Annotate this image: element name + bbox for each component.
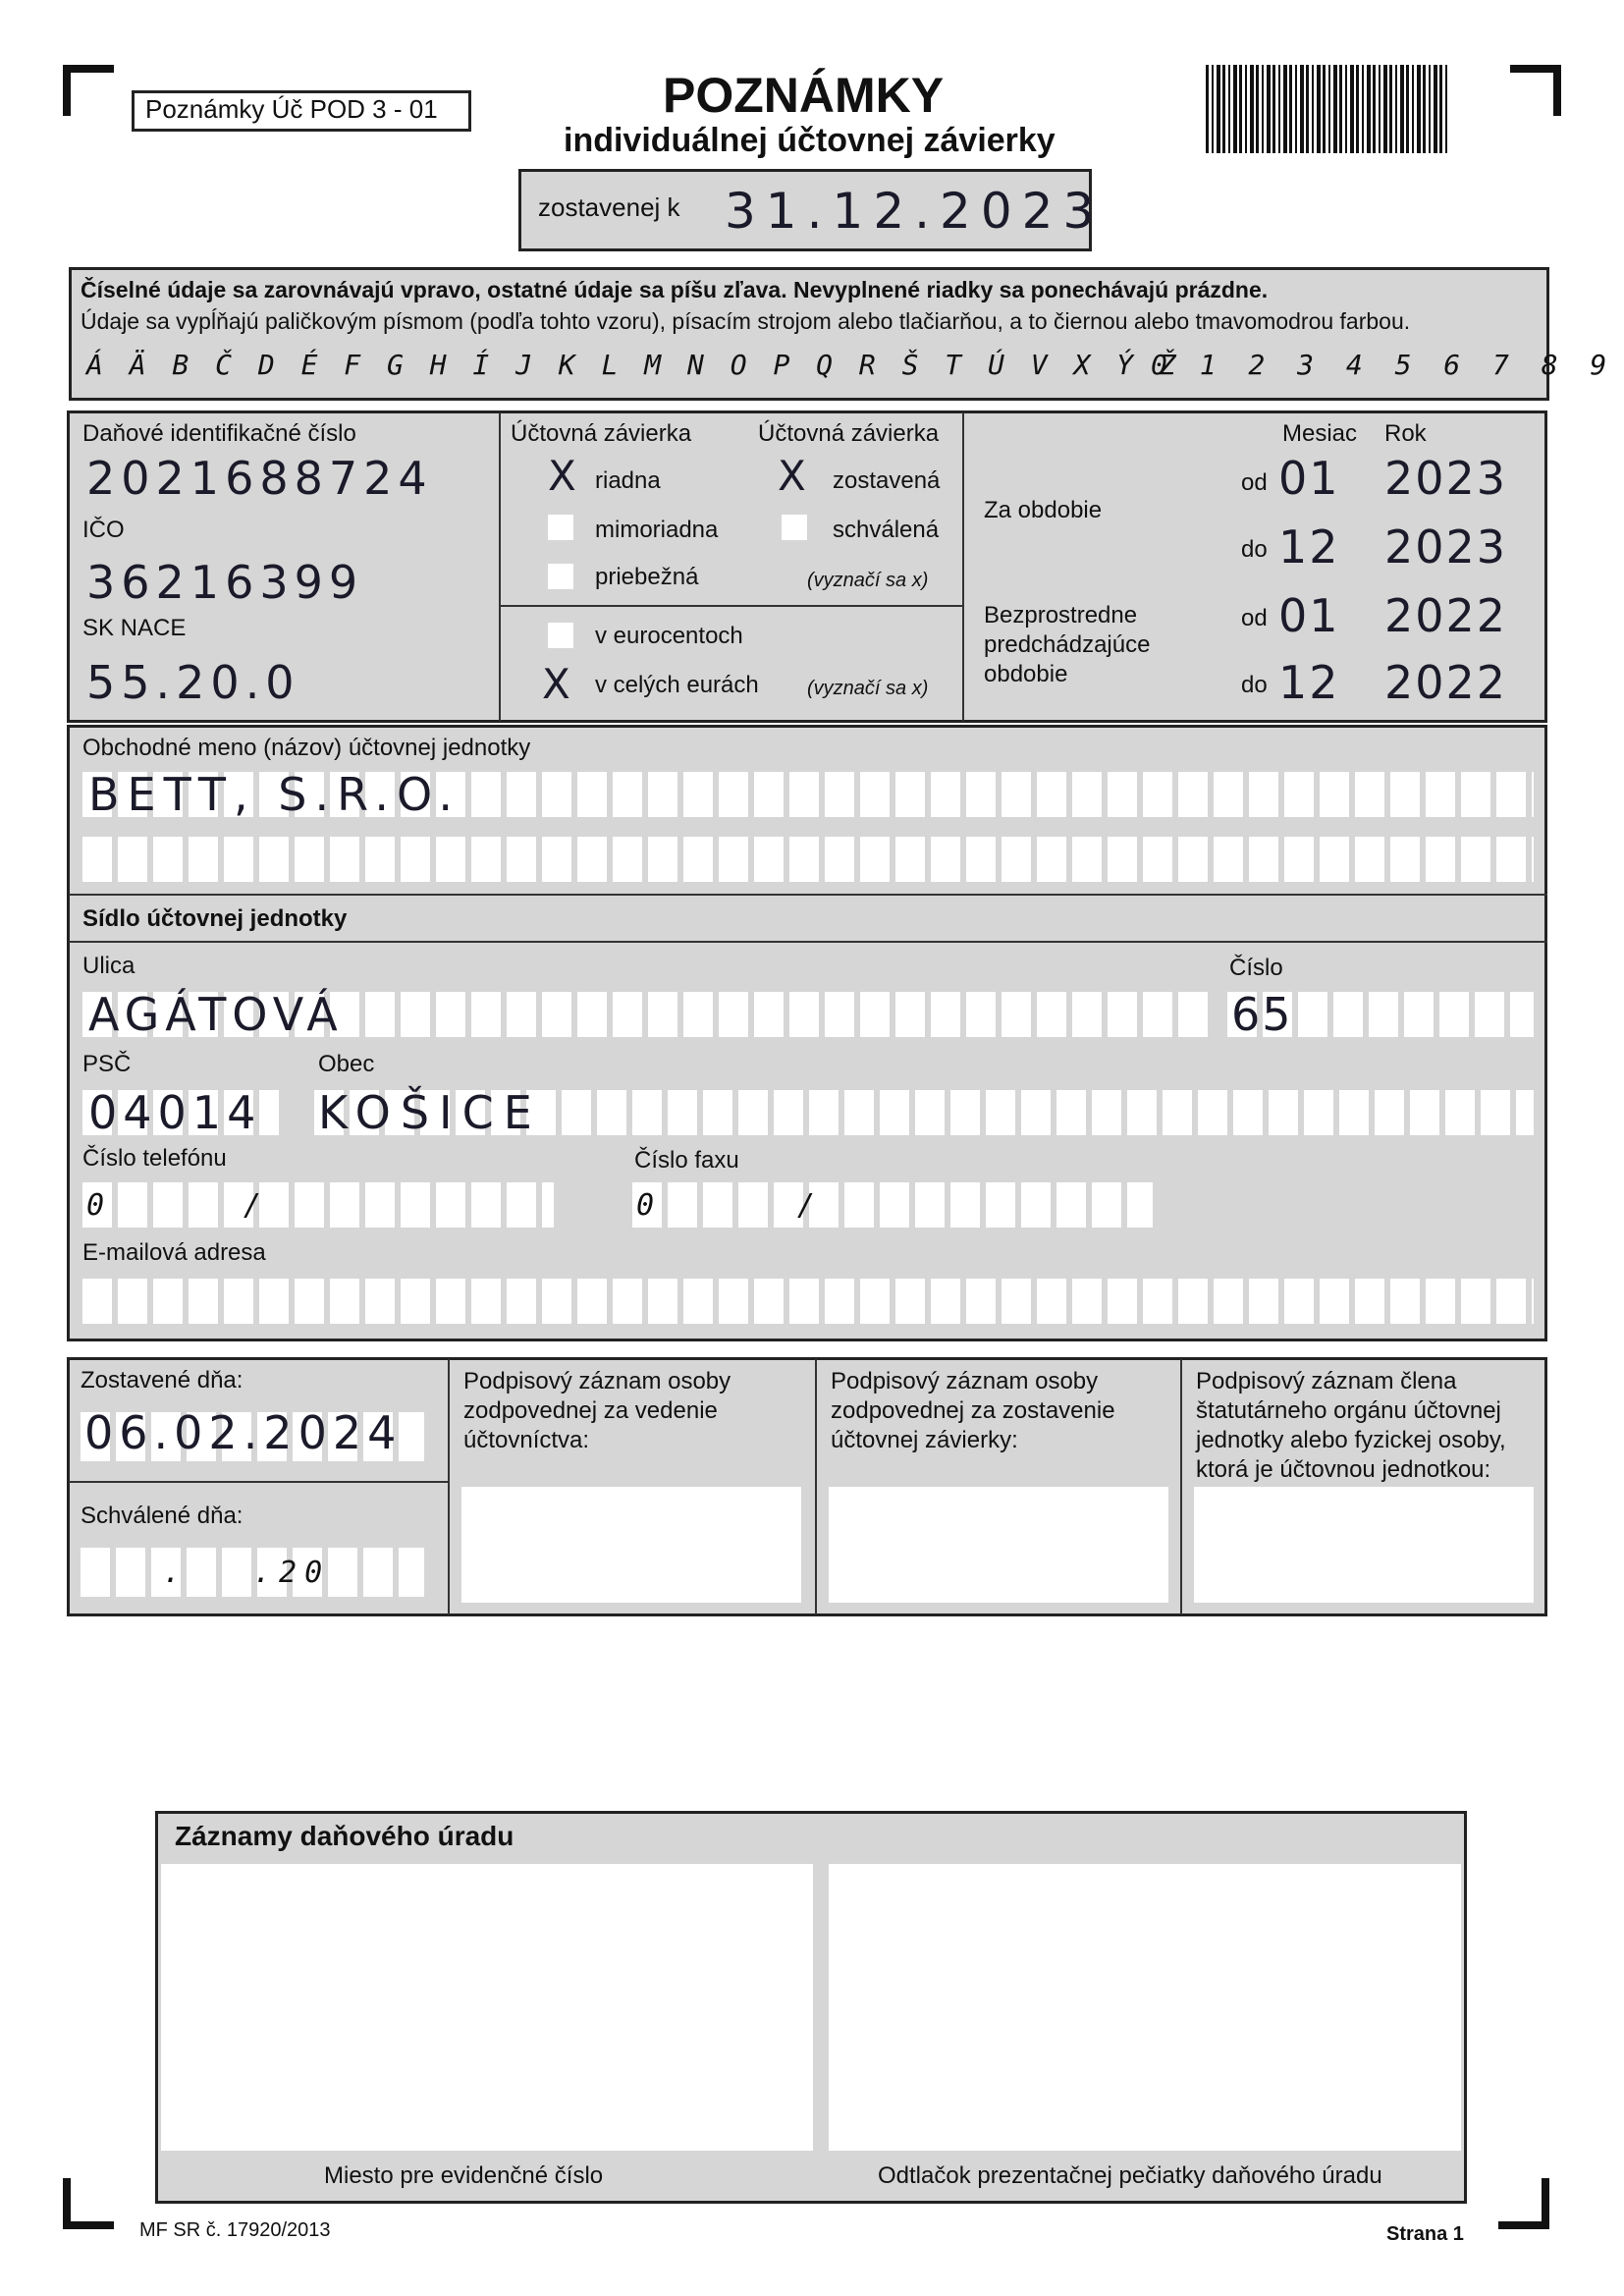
address-section-label: Sídlo účtovnej jednotky <box>82 905 348 932</box>
do-label: do <box>1241 536 1268 563</box>
number-value[interactable]: 65 <box>1231 988 1293 1041</box>
company-name-value[interactable]: BETT, S.R.O. <box>88 768 460 821</box>
nace-label: SK NACE <box>82 615 187 641</box>
fax-prefix: 0 <box>636 1188 655 1223</box>
form-code: Poznámky Úč POD 3 - 01 <box>145 94 438 124</box>
approved-on-label: Schválené dňa: <box>81 1503 244 1529</box>
fax-separator: / <box>797 1188 816 1223</box>
mimoriadna-label: mimoriadna <box>595 517 719 543</box>
company-name-label: Obchodné meno (názov) účtovnej jednotky <box>82 735 531 761</box>
od-label: od <box>1241 605 1268 631</box>
prev-to-month[interactable]: 12 <box>1278 656 1340 709</box>
compiled-label: zostavenej k <box>538 192 680 222</box>
statement-state-label: Účtovná závierka <box>758 420 940 447</box>
registration-number-caption: Miesto pre evidenčné číslo <box>324 2162 604 2189</box>
instructions-line2: Údaje sa vypĺňajú paličkovým písmom (podľa tohto vzoru), písacím strojom alebo tlačiarňou, a to čiernou alebo tmavomodrou farbou. <box>81 308 1411 334</box>
zostavena-label: zostavená <box>833 467 941 494</box>
sig2-label: Podpisový záznam osoby zodpovednej za zostavenie účtovnej závierky: <box>831 1368 1115 1453</box>
street-value[interactable]: AGÁTOVÁ <box>88 988 344 1041</box>
sig1-label: Podpisový záznam osoby zodpovednej za vedenie účtovníctva: <box>463 1368 731 1453</box>
sig2-area[interactable] <box>829 1487 1168 1603</box>
sig3-label: Podpisový záznam člena štatutárneho orgánu účtovnej jednotky alebo fyzickej osoby, ktorá je účtovnou jednotkou: <box>1196 1368 1506 1483</box>
priebezna-checkbox[interactable] <box>548 564 573 589</box>
registration-number-area <box>161 1864 813 2151</box>
corner-mark-tl <box>63 65 114 73</box>
corner-mark-bl <box>63 2221 114 2229</box>
compiled-on-value[interactable]: 06.02.2024 <box>84 1406 403 1459</box>
nace-value[interactable]: 55.20.0 <box>86 656 300 709</box>
psc-value[interactable]: 04014 <box>88 1086 262 1139</box>
statement-type-label: Účtovná závierka <box>511 420 692 447</box>
city-label: Obec <box>318 1051 375 1077</box>
mark-hint: (vyznačí sa x) <box>807 570 929 591</box>
divider <box>69 941 1547 943</box>
mark-hint: (vyznačí sa x) <box>807 678 929 699</box>
corner-mark-br <box>1498 2221 1549 2229</box>
priebezna-label: priebežná <box>595 564 699 590</box>
approved-on-dot: . <box>163 1556 182 1590</box>
zostavena-checkbox[interactable]: X <box>778 452 806 500</box>
od-label: od <box>1241 469 1268 496</box>
schvalena-label: schválená <box>833 517 940 543</box>
cur-to-month[interactable]: 12 <box>1278 520 1340 574</box>
do-label: do <box>1241 672 1268 698</box>
phone-input[interactable] <box>82 1182 554 1228</box>
email-label: E-mailová adresa <box>82 1239 266 1266</box>
number-label: Číslo <box>1229 955 1283 981</box>
divider <box>69 1481 448 1483</box>
cur-to-year[interactable]: 2023 <box>1384 520 1508 574</box>
sample-letters: Á Ä B Č D É F G H Í J K L M N O P Q R Š T Ú V X Ý Ž <box>86 349 1181 381</box>
form-subtitle: individuálnej účtovnej závierky <box>564 122 1056 159</box>
prev-period-label: Bezprostredne predchádzajúce obdobie <box>984 602 1151 687</box>
corner-mark-tr <box>1510 65 1561 73</box>
tax-office-title: Záznamy daňového úradu <box>175 1821 514 1851</box>
dic-label: Daňové identifikačné číslo <box>82 420 356 447</box>
decree-number: MF SR č. 17920/2013 <box>139 2219 331 2241</box>
divider <box>962 412 964 721</box>
riadna-checkbox[interactable]: X <box>548 452 576 500</box>
instructions-line1: Číselné údaje sa zarovnávajú vpravo, ostatné údaje sa píšu zľava. Nevyplnené riadky sa ponechávajú prázdne. <box>81 277 1269 302</box>
phone-prefix: 0 <box>86 1188 105 1223</box>
company-name-row2[interactable] <box>82 837 1534 882</box>
barcode <box>1206 65 1449 153</box>
fax-input[interactable] <box>632 1182 1153 1228</box>
month-label: Mesiac <box>1282 420 1358 447</box>
cur-from-month[interactable]: 01 <box>1278 452 1340 505</box>
email-input[interactable] <box>82 1279 1534 1324</box>
eurocentoch-checkbox[interactable] <box>548 623 573 648</box>
prev-to-year[interactable]: 2022 <box>1384 656 1508 709</box>
schvalena-checkbox[interactable] <box>782 515 807 540</box>
stamp-area <box>829 1864 1461 2151</box>
current-period-label: Za obdobie <box>984 497 1103 523</box>
page-number: Strana 1 <box>1386 2223 1464 2245</box>
ico-label: IČO <box>82 517 125 543</box>
divider <box>499 412 501 721</box>
divider <box>69 894 1547 896</box>
city-value[interactable]: KOŠICE <box>318 1086 542 1139</box>
eurach-checkbox[interactable]: X <box>542 660 570 708</box>
divider <box>448 1359 450 1614</box>
psc-label: PSČ <box>82 1051 132 1077</box>
phone-label: Číslo telefónu <box>82 1145 227 1172</box>
cur-from-year[interactable]: 2023 <box>1384 452 1508 505</box>
divider <box>1180 1359 1182 1614</box>
ico-value[interactable]: 36216399 <box>86 556 364 609</box>
street-label: Ulica <box>82 953 135 979</box>
eurach-label: v celých eurách <box>595 672 759 698</box>
riadna-label: riadna <box>595 467 661 494</box>
compiled-on-label: Zostavené dňa: <box>81 1367 244 1394</box>
dic-value[interactable]: 2021688724 <box>86 452 433 505</box>
prev-from-month[interactable]: 01 <box>1278 589 1340 642</box>
year-label: Rok <box>1384 420 1427 447</box>
sample-digits: 0 1 2 3 4 5 6 7 8 9 <box>1151 349 1615 381</box>
prev-from-year[interactable]: 2022 <box>1384 589 1508 642</box>
stamp-caption: Odtlačok prezentačnej pečiatky daňového úradu <box>878 2162 1382 2189</box>
form-title: POZNÁMKY <box>663 68 945 123</box>
mimoriadna-checkbox[interactable] <box>548 515 573 540</box>
fax-label: Číslo faxu <box>634 1147 739 1174</box>
divider <box>501 605 962 607</box>
compiled-date-value[interactable]: 31.12.2023 <box>725 183 1105 240</box>
approved-on-input[interactable] <box>81 1548 424 1597</box>
divider <box>815 1359 817 1614</box>
approved-on-year: .20 <box>253 1556 331 1590</box>
phone-separator: / <box>244 1188 262 1223</box>
eurocentoch-label: v eurocentoch <box>595 623 743 649</box>
sig1-area[interactable] <box>461 1487 801 1603</box>
sig3-area[interactable] <box>1194 1487 1534 1603</box>
